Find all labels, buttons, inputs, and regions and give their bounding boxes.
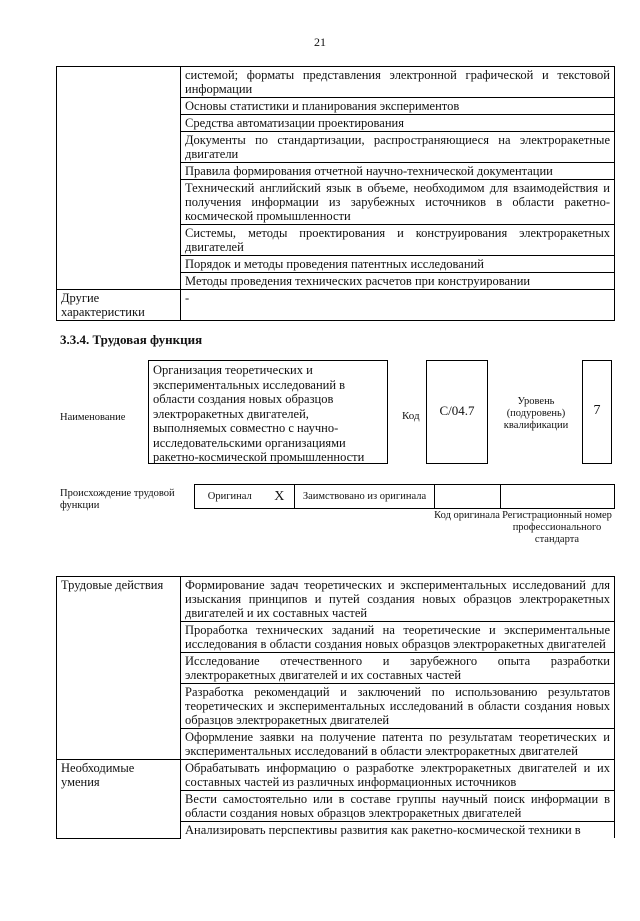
origin-original-label: Оригинал (195, 485, 265, 509)
knowledge-item: системой; форматы представления электронной графической и текстовой информации (181, 67, 615, 98)
knowledge-label-cell (57, 67, 181, 290)
knowledge-item: Правила формирования отчетной научно-технической документации (181, 163, 615, 180)
origin-reg-cell (501, 485, 615, 509)
knowledge-item: Системы, методы проектирования и конструирования электроракетных двигателей (181, 225, 615, 256)
reg-number-caption: Регистрационный номер профессионального стандарта (502, 510, 612, 545)
labor-action-item: Оформление заявки на получение патента по результатам теоретических и экспериментальных исследований в области электроракетных двигателей (181, 729, 615, 760)
origin-table (194, 484, 615, 509)
labor-actions-label: Трудовые действия (57, 577, 181, 760)
labor-action-item: Формирование задач теоретических и экспериментальных исследований для изыскания принципов и путей создания новых образцов электроракетных двигателей и их составных частей (181, 577, 615, 622)
knowledge-item: Порядок и методы проведения патентных исследований (181, 256, 615, 273)
knowledge-item: Документы по стандартизации, распространяющиеся на электроракетные двигатели (181, 132, 615, 163)
origin-borrowed-label: Заимствовано из оригинала (295, 485, 435, 509)
page-number: 21 (314, 35, 326, 49)
function-code: C/04.7 (426, 360, 488, 464)
origin-code-cell (435, 485, 501, 509)
labor-action-item: Разработка рекомендаций и заключений по использованию результатов теоретических и экспериментальных исследований в области создания новых образцов электроракетных двигателей (181, 684, 615, 729)
labor-action-item: Проработка технических заданий на теоретические и экспериментальные исследования в области создания новых образцов электроракетных двигателей (181, 622, 615, 653)
origin-label: Происхождение трудовой функции (60, 488, 175, 511)
labor-action-item: Исследование отечественного и зарубежного опыта разработки электроракетных двигателей и их составных частей (181, 653, 615, 684)
knowledge-item: Основы статистики и планирования экспериментов (181, 98, 615, 115)
actions-skills-table (56, 576, 615, 839)
code-label: Код (402, 410, 420, 422)
skill-item: Вести самостоятельно или в составе группы научный поиск информации в области создания новых образцов электроракетных двигателей (181, 791, 615, 822)
knowledge-item: Технический английский язык в объеме, необходимом для взаимодействия и получения информации из зарубежных источников в области ракетно-космической промышленности (181, 180, 615, 225)
other-characteristics-label: Другие характеристики (57, 290, 181, 321)
knowledge-item: Методы проведения технических расчетов при конструировании (181, 273, 615, 290)
name-label: Наименование (60, 412, 126, 423)
level-label: Уровень (подуровень) квалификации (503, 396, 569, 431)
function-name: Организация теоретических и экспериментальных исследований в области создания новых образцов электроракетных двигателей, выполняемых совместно с научно-исследовательскими организациями ракетно-космической промышленности (148, 360, 388, 464)
required-skills-label: Необходимые умения (57, 760, 181, 839)
knowledge-item: Средства автоматизации проектирования (181, 115, 615, 132)
code-original-caption: Код оригинала (434, 510, 500, 521)
origin-original-mark: X (265, 485, 295, 509)
other-characteristics-value: - (181, 290, 615, 321)
skill-item: Анализировать перспективы развития как ракетно-космической техники в (181, 822, 615, 839)
section-title: 3.3.4. Трудовая функция (60, 332, 203, 347)
level-value: 7 (582, 360, 612, 464)
knowledge-table (56, 66, 615, 321)
skill-item: Обрабатывать информацию о разработке электроракетных двигателей и их составных частей из различных информационных источников (181, 760, 615, 791)
